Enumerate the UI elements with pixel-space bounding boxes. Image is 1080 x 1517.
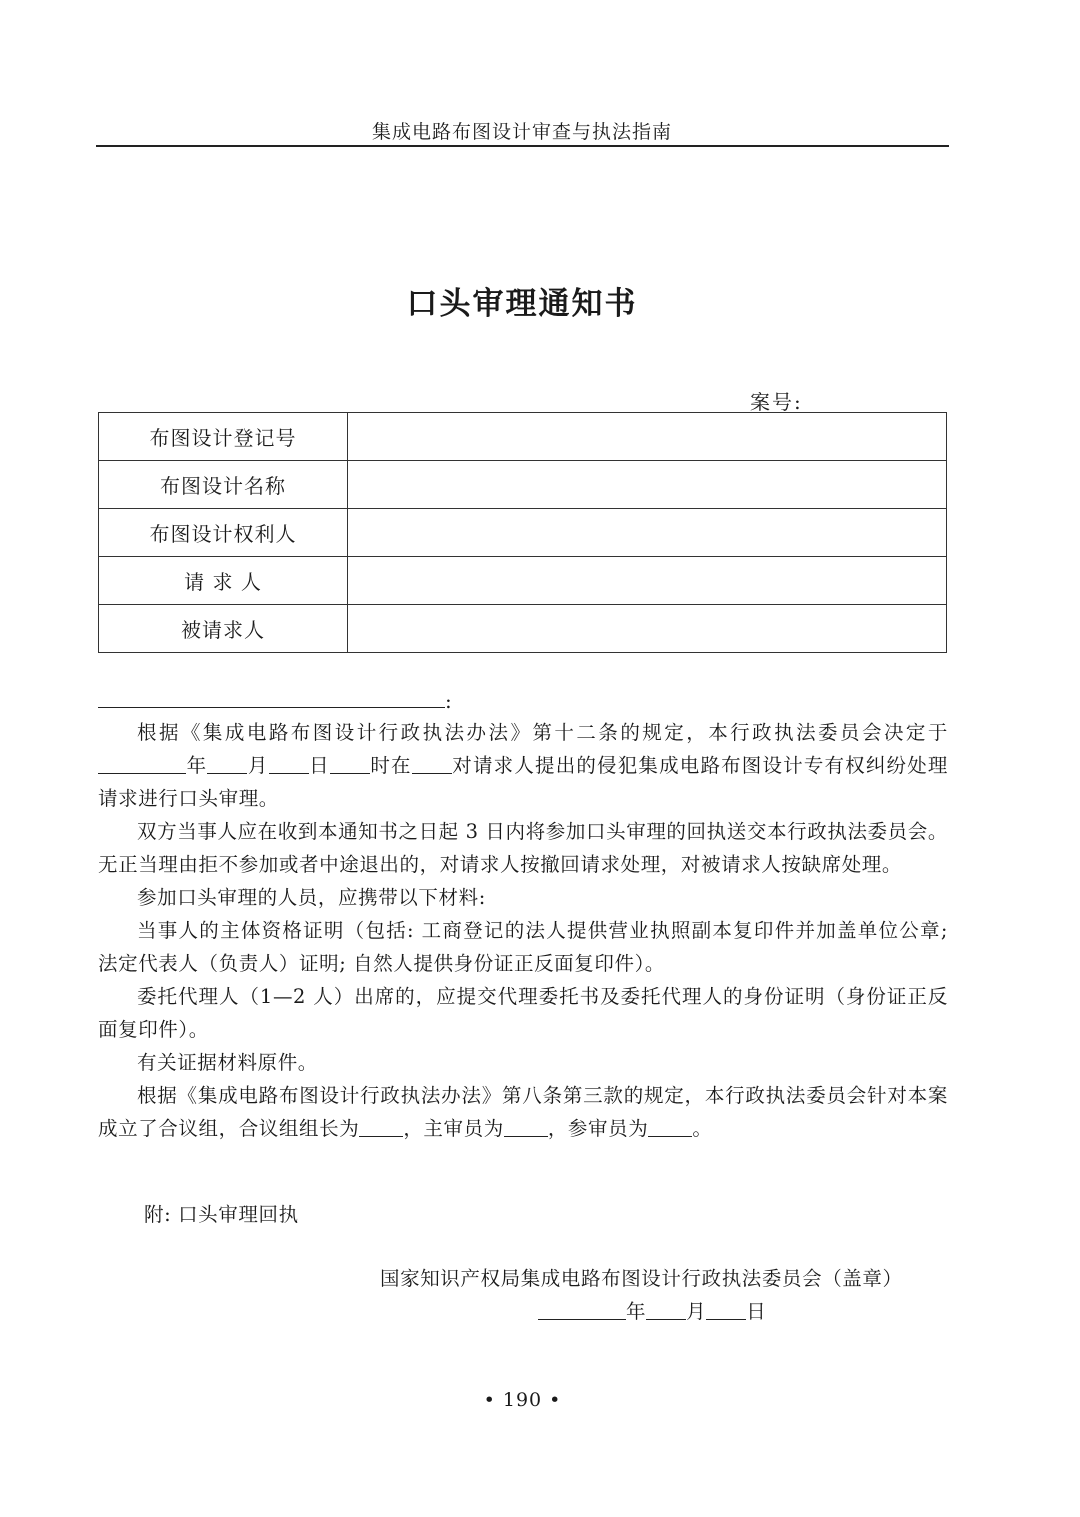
info-table — [98, 412, 947, 653]
sign-year-blank — [538, 1301, 626, 1320]
signature-date — [538, 1296, 766, 1324]
document-title: 口头审理通知书 — [406, 286, 638, 322]
notice-body — [98, 716, 948, 1145]
paragraph-text: 根据《集成电路布图设计行政执法办法》第十二条的规定，本行政执法委员会决定于 — [137, 721, 948, 744]
month-blank — [207, 755, 247, 774]
chief-blank — [359, 1118, 403, 1137]
sign-day-blank — [706, 1301, 746, 1320]
day-blank — [269, 755, 309, 774]
paragraph-hearing-time — [98, 716, 948, 815]
paragraph-text: ，主审员为 — [403, 1117, 504, 1140]
day-label: 日 — [308, 754, 330, 777]
table-row — [99, 509, 947, 557]
row-value — [348, 605, 947, 653]
examiner-blank — [648, 1118, 692, 1137]
row-value — [348, 413, 947, 461]
row-value — [348, 461, 947, 509]
paragraph-text: 对请求人提出的侵犯集成电路布图设计专有权纠纷处理请求进行口头审理。 — [98, 754, 948, 810]
row-label: 布图设计权利人 — [99, 509, 348, 557]
paragraph-receipt: 双方当事人应在收到本通知书之日起 3 日内将参加口头审理的回执送交本行政执法委员会。无正当理由拒不参加或者中途退出的，对请求人按撤回请求处理，对被请求人按缺席处理。 — [98, 820, 948, 876]
sign-day-label: 日 — [746, 1300, 767, 1323]
paragraph-materials-intro: 参加口头审理的人员，应携带以下材料: — [137, 886, 486, 909]
row-label: 布图设计名称 — [99, 461, 348, 509]
table-row — [99, 461, 947, 509]
paragraph-panel — [98, 1079, 948, 1145]
salutation-colon: : — [445, 689, 452, 713]
table-row — [99, 413, 947, 461]
case-number-label: 案号: — [750, 390, 803, 414]
row-value — [348, 509, 947, 557]
paragraph-agent: 委托代理人（1—2 人）出席的，应提交代理委托书及委托代理人的身份证明（身份证正反面复印件）。 — [98, 985, 948, 1041]
table-row — [99, 557, 947, 605]
running-header: 集成电路布图设计审查与执法指南 — [371, 121, 672, 143]
salutation-line — [98, 687, 452, 715]
hour-blank — [330, 755, 370, 774]
appendix-note: 附: 口头审理回执 — [144, 1203, 299, 1226]
signature-line: 国家知识产权局集成电路布图设计行政执法委员会（盖章） — [380, 1267, 903, 1290]
year-label: 年 — [186, 754, 208, 777]
time-label: 时在 — [369, 754, 412, 777]
sign-month-blank — [646, 1301, 686, 1320]
year-blank — [98, 755, 186, 774]
addressee-blank — [98, 687, 445, 708]
row-value — [348, 557, 947, 605]
header-rule — [96, 145, 949, 147]
paragraph-text: 。 — [692, 1117, 713, 1140]
location-blank — [412, 755, 452, 774]
table-row — [99, 605, 947, 653]
row-label: 请 求 人 — [99, 557, 348, 605]
lead-examiner-blank — [504, 1118, 548, 1137]
row-label: 布图设计登记号 — [99, 413, 348, 461]
paragraph-identity-proof: 当事人的主体资格证明（包括: 工商登记的法人提供营业执照副本复印件并加盖单位公章; 法定代表人（负责人）证明; 自然人提供身份证正反面复印件）。 — [98, 919, 948, 975]
paragraph-text: 根据《集成电路布图设计行政执法办法》第八条第三款的规定，本行政执法委员会针对本案成立了合议组，合议组组长为 — [98, 1084, 948, 1140]
paragraph-evidence: 有关证据材料原件。 — [137, 1051, 318, 1074]
sign-year-label: 年 — [626, 1300, 647, 1323]
paragraph-text: ，参审员为 — [547, 1117, 649, 1140]
month-label: 月 — [247, 754, 269, 777]
page-number: • 190 • — [483, 1389, 562, 1411]
row-label: 被请求人 — [99, 605, 348, 653]
sign-month-label: 月 — [686, 1300, 707, 1323]
